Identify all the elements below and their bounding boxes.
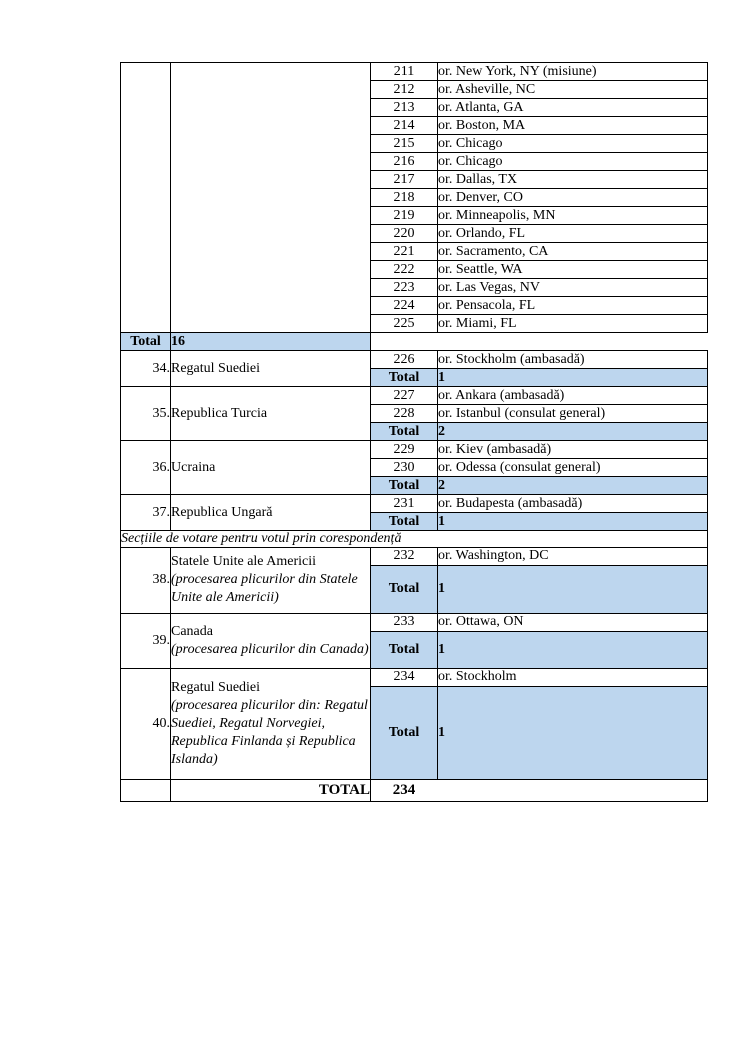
station-number: 225 xyxy=(393,315,415,331)
station-number: 233 xyxy=(393,614,415,630)
continuation-country-cell xyxy=(171,63,371,333)
station-city-cell xyxy=(438,459,708,477)
total-value-cell xyxy=(438,477,708,495)
group-country-cell xyxy=(171,547,371,613)
group-country-cell xyxy=(171,668,371,779)
table-row xyxy=(121,387,708,405)
station-city-cell xyxy=(438,351,708,369)
total-value-cell xyxy=(438,369,708,387)
station-city-cell xyxy=(438,387,708,405)
station-city: or. Boston, MA xyxy=(438,117,526,133)
group-number: 38. xyxy=(152,572,170,588)
group-country: Canada xyxy=(171,623,213,639)
station-number-cell xyxy=(371,297,438,315)
station-city-cell xyxy=(438,81,708,99)
station-number-cell xyxy=(371,135,438,153)
total-label-cell xyxy=(371,565,438,613)
station-number-cell xyxy=(371,495,438,513)
table-row xyxy=(121,63,708,81)
group-country: Republica Turcia xyxy=(171,405,268,421)
total-label: Total xyxy=(388,581,420,597)
station-city-cell xyxy=(438,225,708,243)
total-label: Total xyxy=(130,333,161,349)
station-number: 217 xyxy=(393,171,415,187)
station-city: or. Istanbul (consulat general) xyxy=(438,405,606,421)
total-value: 1 xyxy=(438,724,445,740)
table-row xyxy=(121,495,708,513)
group-number: 36. xyxy=(152,459,170,475)
station-number-cell xyxy=(371,668,438,686)
total-label: Total xyxy=(388,369,420,385)
station-number-cell xyxy=(371,207,438,225)
station-number: 234 xyxy=(393,669,415,685)
total-label: Total xyxy=(388,423,420,439)
polling-stations-table-body xyxy=(121,63,708,802)
station-number: 211 xyxy=(393,63,415,79)
polling-stations-document xyxy=(120,62,708,802)
station-number-cell xyxy=(371,117,438,135)
group-no-cell xyxy=(121,668,171,779)
grand-total-value-cell xyxy=(371,779,708,801)
station-city: or. Stockholm (ambasadă) xyxy=(438,351,585,367)
station-number: 213 xyxy=(393,99,415,115)
total-label-cell xyxy=(371,369,438,387)
group-country: Ucraina xyxy=(171,459,216,475)
station-number: 215 xyxy=(393,135,415,151)
station-city: or. Atlanta, GA xyxy=(438,99,524,115)
station-number: 223 xyxy=(393,279,415,295)
station-city: or. Minneapolis, MN xyxy=(438,207,556,223)
station-city: or. Pensacola, FL xyxy=(438,297,536,313)
station-city: or. Washington, DC xyxy=(438,548,549,564)
station-city-cell xyxy=(438,668,708,686)
total-label-cell xyxy=(121,333,171,351)
station-number: 232 xyxy=(393,548,415,564)
station-number-cell xyxy=(371,387,438,405)
table-row xyxy=(121,351,708,369)
station-city: or. Seattle, WA xyxy=(438,261,523,277)
grand-total-value: 234 xyxy=(392,781,416,798)
total-value: 2 xyxy=(438,477,445,493)
group-country: Regatul Suediei xyxy=(171,360,261,376)
station-number: 216 xyxy=(393,153,415,169)
group-no-cell xyxy=(121,351,171,387)
station-city-cell xyxy=(438,261,708,279)
station-number: 231 xyxy=(393,495,415,511)
station-city: or. Las Vegas, NV xyxy=(438,279,541,295)
station-city-cell xyxy=(438,243,708,261)
total-value: 1 xyxy=(438,641,445,657)
station-city: or. Stockholm xyxy=(438,669,517,685)
station-city-cell xyxy=(438,441,708,459)
station-number-cell xyxy=(371,99,438,117)
station-number-cell xyxy=(371,171,438,189)
table-row xyxy=(121,333,708,351)
group-country-cell xyxy=(171,351,371,387)
station-city: or. Budapesta (ambasadă) xyxy=(438,495,583,511)
total-label: Total xyxy=(388,513,420,529)
total-label: Total xyxy=(388,724,420,740)
grand-total-label: TOTAL xyxy=(318,781,370,798)
total-value-cell xyxy=(438,565,708,613)
station-number-cell xyxy=(371,153,438,171)
group-note: (procesarea plicurilor din Canada) xyxy=(171,641,369,657)
station-city: or. Ankara (ambasadă) xyxy=(438,387,565,403)
station-number: 214 xyxy=(393,117,415,133)
station-city: or. Denver, CO xyxy=(438,189,523,205)
station-number: 227 xyxy=(393,387,415,403)
station-city: or. Sacramento, CA xyxy=(438,243,549,259)
station-city-cell xyxy=(438,315,708,333)
station-number-cell xyxy=(371,279,438,297)
station-city: or. Chicago xyxy=(438,153,503,169)
station-number: 228 xyxy=(393,405,415,421)
total-label-cell xyxy=(371,477,438,495)
station-city-cell xyxy=(438,279,708,297)
total-label: Total xyxy=(388,641,420,657)
group-number: 34. xyxy=(152,360,170,376)
table-row xyxy=(121,613,708,631)
station-city-cell xyxy=(438,495,708,513)
total-value: 2 xyxy=(438,423,445,439)
station-number: 229 xyxy=(393,441,415,457)
total-value-cell xyxy=(171,333,371,351)
total-label-cell xyxy=(371,423,438,441)
station-number-cell xyxy=(371,315,438,333)
total-value-cell xyxy=(438,513,708,531)
group-no-cell xyxy=(121,495,171,531)
station-number-cell xyxy=(371,225,438,243)
continuation-no-cell xyxy=(121,63,171,333)
polling-stations-table xyxy=(120,62,708,802)
station-number-cell xyxy=(371,261,438,279)
table-row xyxy=(121,547,708,565)
station-city: or. Chicago xyxy=(438,135,503,151)
total-value-cell xyxy=(438,631,708,668)
station-city-cell xyxy=(438,547,708,565)
group-country: Statele Unite ale Americii xyxy=(171,554,317,570)
station-number: 222 xyxy=(393,261,415,277)
group-country-cell xyxy=(171,495,371,531)
group-country-cell xyxy=(171,613,371,668)
group-note: (procesarea plicurilor din Statele Unite ale Americii) xyxy=(171,572,358,606)
station-number-cell xyxy=(371,441,438,459)
station-number: 230 xyxy=(393,459,415,475)
group-no-cell xyxy=(121,441,171,495)
station-number: 226 xyxy=(393,351,415,367)
total-value: 1 xyxy=(438,513,445,529)
station-number: 212 xyxy=(393,81,415,97)
station-city: or. Ottawa, ON xyxy=(438,614,524,630)
station-number: 221 xyxy=(393,243,415,259)
total-value: 1 xyxy=(438,581,445,597)
station-city-cell xyxy=(438,297,708,315)
table-row xyxy=(121,668,708,686)
station-city: or. Asheville, NC xyxy=(438,81,536,97)
group-no-cell xyxy=(121,613,171,668)
station-city-cell xyxy=(438,613,708,631)
station-city-cell xyxy=(438,153,708,171)
station-number: 220 xyxy=(393,225,415,241)
station-number-cell xyxy=(371,547,438,565)
section-header-text: Secțiile de votare pentru votul prin corespondență xyxy=(121,531,402,546)
station-number-cell xyxy=(371,459,438,477)
table-row xyxy=(121,531,708,548)
total-value: 16 xyxy=(171,333,185,349)
station-number: 218 xyxy=(393,189,415,205)
group-no-cell xyxy=(121,387,171,441)
section-header-cell xyxy=(121,531,708,548)
station-city: or. Dallas, TX xyxy=(438,171,518,187)
grand-total-label-cell xyxy=(171,779,371,801)
total-value: 1 xyxy=(438,369,445,385)
station-city: or. New York, NY (misiune) xyxy=(438,63,597,79)
group-number: 35. xyxy=(152,405,170,421)
station-number-cell xyxy=(371,243,438,261)
group-country: Republica Ungară xyxy=(171,504,273,520)
station-city-cell xyxy=(438,63,708,81)
total-label: Total xyxy=(388,477,420,493)
station-number-cell xyxy=(371,613,438,631)
station-city-cell xyxy=(438,189,708,207)
station-number-cell xyxy=(371,189,438,207)
group-country-cell xyxy=(171,387,371,441)
station-city-cell xyxy=(438,117,708,135)
station-number: 219 xyxy=(393,207,415,223)
group-country: Regatul Suediei xyxy=(171,679,261,695)
grand-total-empty-cell xyxy=(121,779,171,801)
table-row xyxy=(121,441,708,459)
group-country-cell xyxy=(171,441,371,495)
station-city-cell xyxy=(438,171,708,189)
total-label-cell xyxy=(371,513,438,531)
table-row xyxy=(121,779,708,801)
station-city-cell xyxy=(438,207,708,225)
station-city-cell xyxy=(438,99,708,117)
group-no-cell xyxy=(121,547,171,613)
group-note: (procesarea plicurilor din: Regatul Suediei, Regatul Norvegiei, Republica Finlanda și Republica Islanda) xyxy=(171,697,368,767)
group-number: 37. xyxy=(152,504,170,520)
station-city: or. Miami, FL xyxy=(438,315,517,331)
total-label-cell xyxy=(371,686,438,779)
station-number: 224 xyxy=(393,297,415,313)
station-city: or. Odessa (consulat general) xyxy=(438,459,601,475)
station-city: or. Orlando, FL xyxy=(438,225,526,241)
total-value-cell xyxy=(438,423,708,441)
group-number: 39. xyxy=(152,632,170,648)
total-value-cell xyxy=(438,686,708,779)
total-label-cell xyxy=(371,631,438,668)
station-number-cell xyxy=(371,63,438,81)
station-city-cell xyxy=(438,405,708,423)
station-number-cell xyxy=(371,351,438,369)
station-city-cell xyxy=(438,135,708,153)
group-number: 40. xyxy=(152,715,170,731)
station-city: or. Kiev (ambasadă) xyxy=(438,441,552,457)
station-number-cell xyxy=(371,405,438,423)
station-number-cell xyxy=(371,81,438,99)
